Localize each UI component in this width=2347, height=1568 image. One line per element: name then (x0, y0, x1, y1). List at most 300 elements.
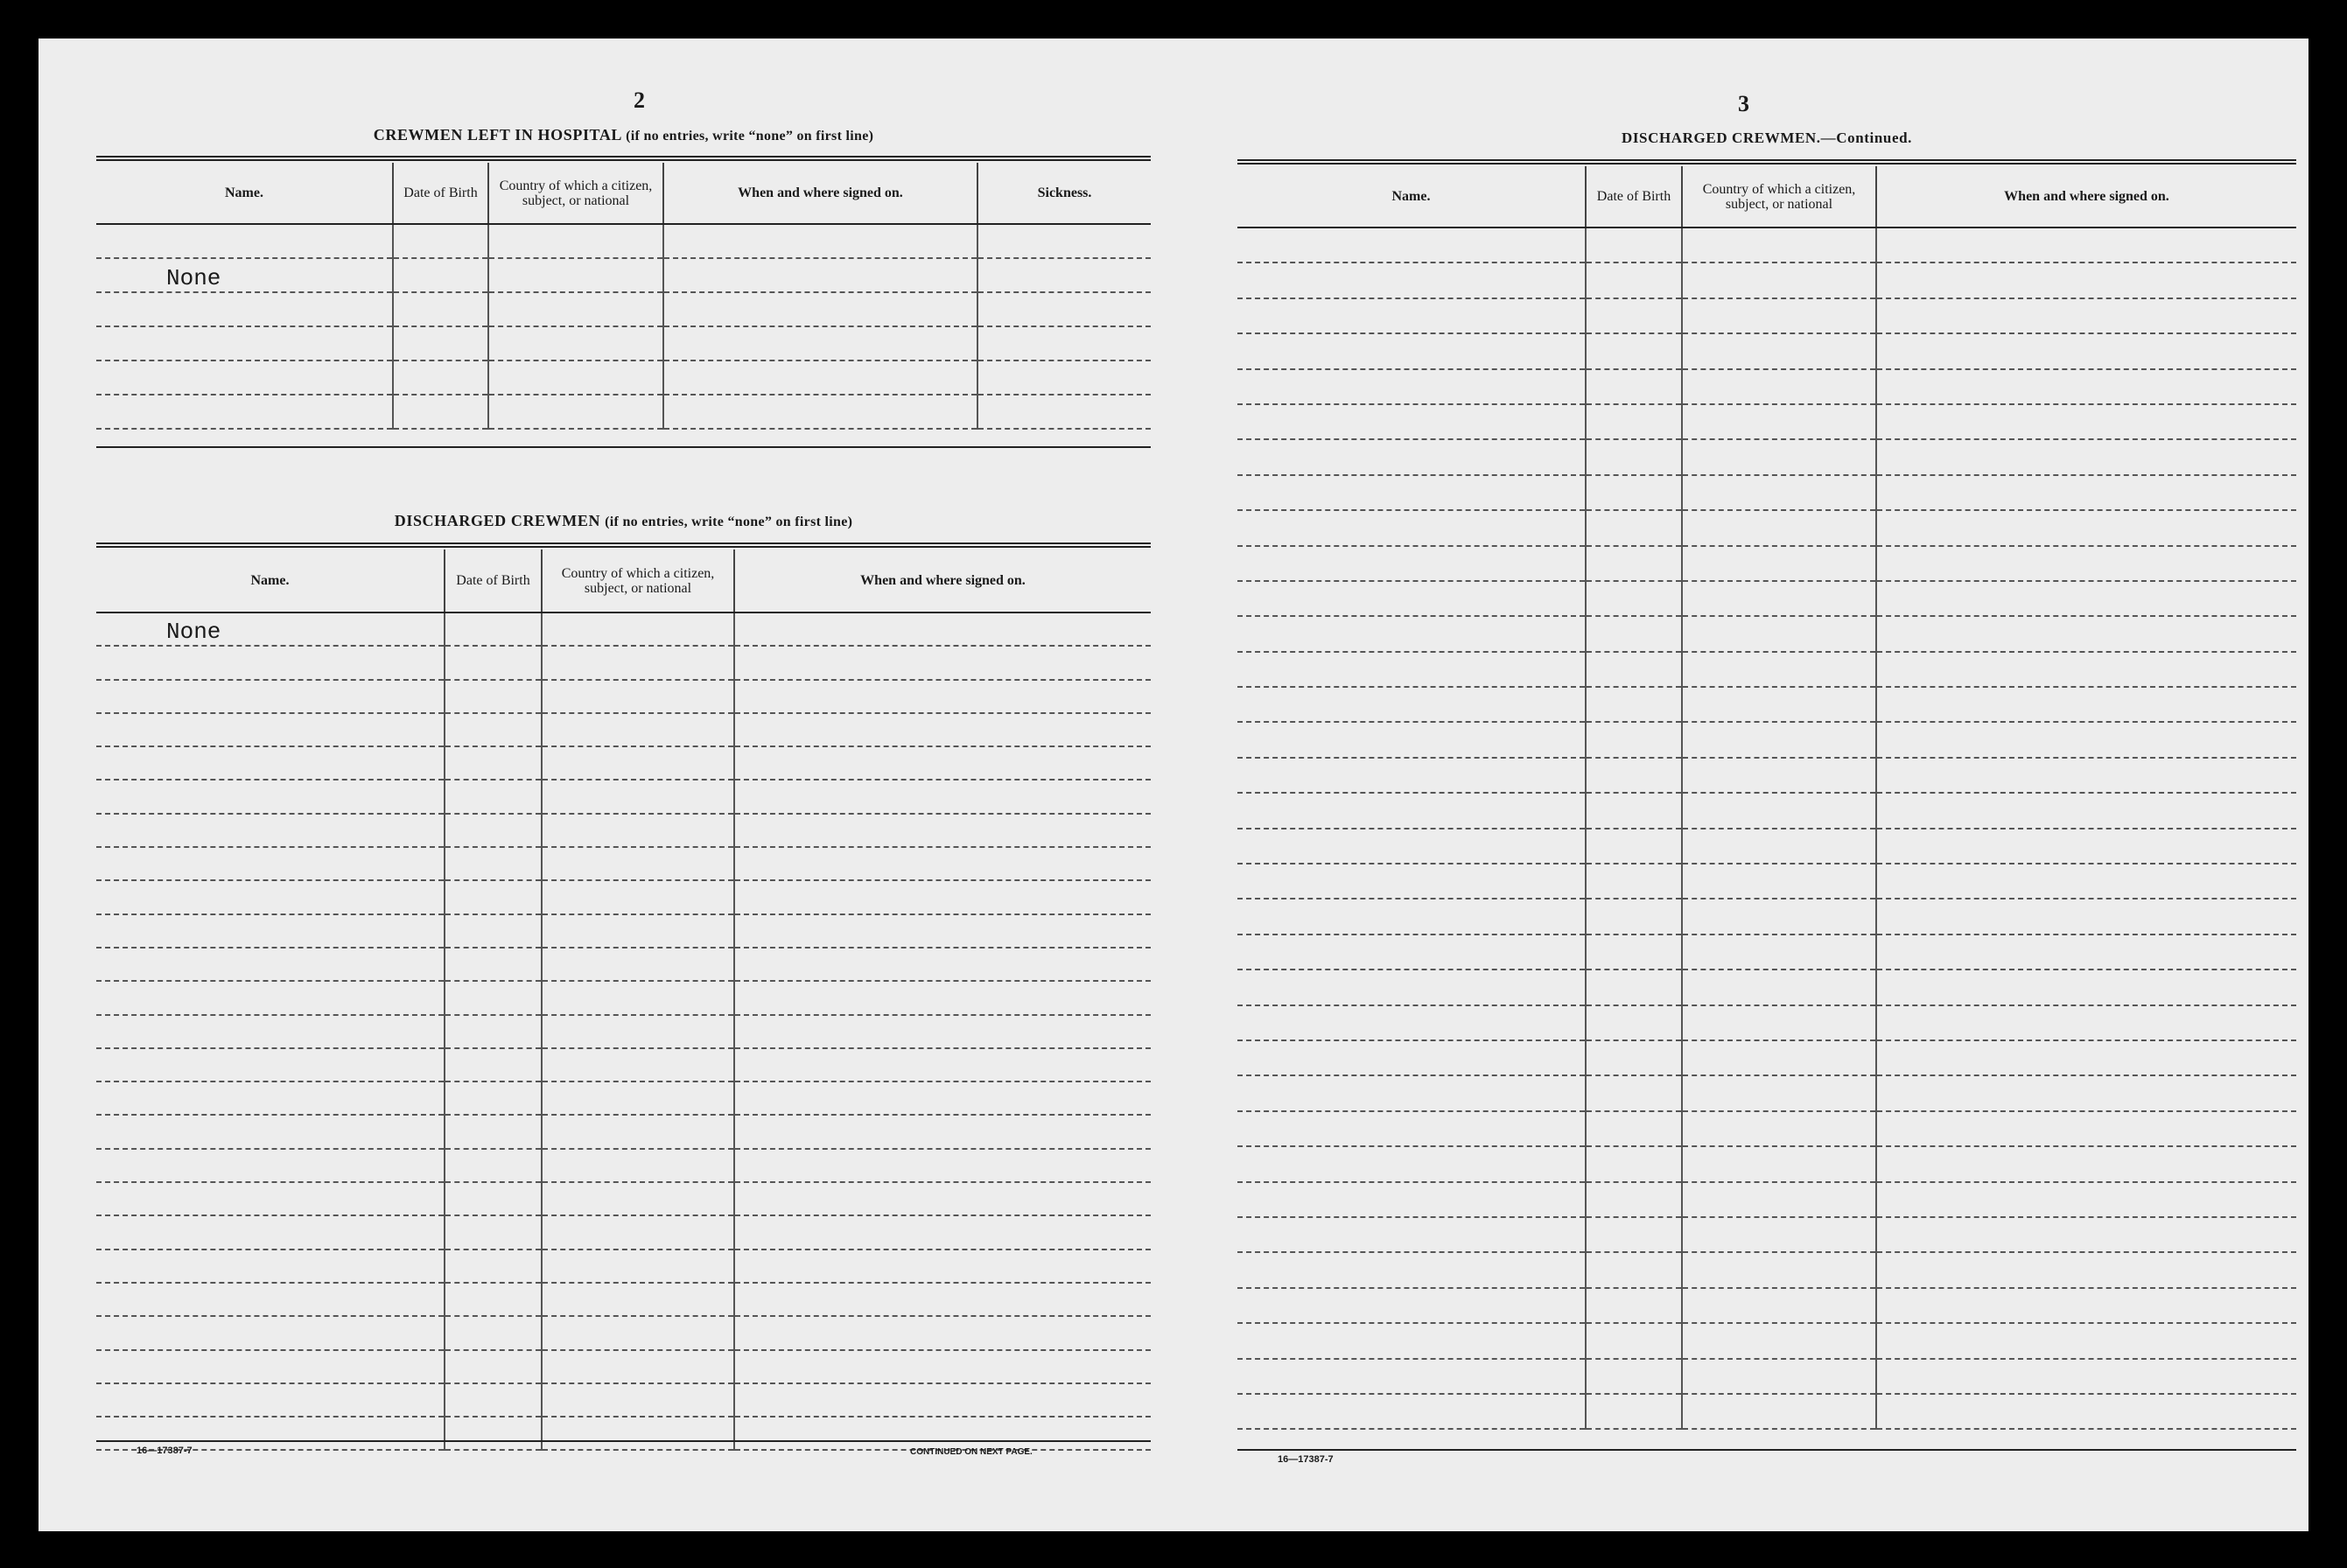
blank-cell (663, 258, 977, 292)
blank-cell (1682, 262, 1876, 298)
blank-cell (393, 292, 488, 326)
blank-cell (1682, 439, 1876, 474)
blank-cell (1586, 546, 1682, 581)
blank-cell (96, 326, 393, 360)
blank-cell (542, 1082, 734, 1115)
table-row (1237, 1394, 2296, 1429)
blank-cell (977, 360, 1151, 395)
table-row (96, 1316, 1151, 1349)
col-date-of-birth: Date of Birth (445, 550, 542, 612)
blank-cell (542, 680, 734, 713)
blank-cell (1876, 864, 2296, 899)
table-row (1237, 687, 2296, 722)
blank-cell (1237, 1146, 1586, 1181)
blank-cell (1237, 546, 1586, 581)
page-number: 2 (634, 88, 645, 113)
blank-cell (445, 1015, 542, 1048)
blank-cell (96, 880, 445, 914)
table-row (1237, 1252, 2296, 1287)
blank-cell (1876, 298, 2296, 333)
table-row (96, 326, 1151, 360)
table-row (96, 680, 1151, 713)
blank-cell (734, 1383, 1151, 1417)
table-row (96, 1215, 1151, 1249)
blank-cell (542, 1149, 734, 1182)
blank-cell (1876, 652, 2296, 687)
blank-cell (1876, 1217, 2296, 1252)
blank-cell (734, 1283, 1151, 1316)
blank-cell (96, 814, 445, 847)
blank-cell (663, 395, 977, 429)
blank-cell (96, 948, 445, 981)
blank-cell (542, 1383, 734, 1417)
blank-cell (1586, 333, 1682, 368)
blank-cell (96, 1082, 445, 1115)
blank-cell (96, 680, 445, 713)
blank-cell (1586, 970, 1682, 1004)
hospital-header-rule (96, 156, 1151, 161)
blank-cell (1682, 228, 1876, 262)
table-row (1237, 475, 2296, 510)
blank-cell (1876, 439, 2296, 474)
blank-cell (445, 1149, 542, 1182)
blank-cell (1237, 1111, 1586, 1146)
blank-cell (1237, 793, 1586, 828)
blank-cell (1237, 1252, 1586, 1287)
blank-cell (734, 713, 1151, 746)
blank-cell (734, 1215, 1151, 1249)
blank-cell (1237, 262, 1586, 298)
left-page (96, 38, 1151, 1531)
blank-cell (1586, 262, 1682, 298)
blank-cell (1876, 934, 2296, 970)
blank-cell (1876, 1359, 2296, 1394)
blank-cell (1876, 1040, 2296, 1075)
blank-cell (1682, 758, 1876, 793)
table-row (1237, 1146, 2296, 1181)
blank-cell (1876, 1075, 2296, 1110)
blank-cell (734, 780, 1151, 813)
blank-cell (1876, 369, 2296, 404)
blank-cell (1586, 616, 1682, 651)
blank-cell (1586, 1005, 1682, 1040)
table-row (96, 1250, 1151, 1283)
blank-cell (96, 847, 445, 880)
table-row (96, 746, 1151, 780)
blank-cell (977, 326, 1151, 360)
blank-cell (1237, 228, 1586, 262)
blank-cell (1586, 1182, 1682, 1217)
blank-cell (1876, 581, 2296, 616)
blank-cell (542, 1048, 734, 1082)
table-row (96, 292, 1151, 326)
blank-cell (1876, 1146, 2296, 1181)
blank-cell (1682, 298, 1876, 333)
right-header-rule (1237, 159, 2296, 164)
blank-cell (1237, 829, 1586, 864)
blank-cell (1586, 899, 1682, 934)
blank-cell (542, 746, 734, 780)
blank-cell (1237, 581, 1586, 616)
blank-cell (734, 1149, 1151, 1182)
blank-cell (1586, 934, 1682, 970)
blank-cell (1237, 934, 1586, 970)
blank-cell (1237, 475, 1586, 510)
blank-cell (1682, 475, 1876, 510)
table-row (96, 1283, 1151, 1316)
blank-cell (1586, 439, 1682, 474)
blank-cell (734, 880, 1151, 914)
blank-cell (1586, 864, 1682, 899)
blank-cell (1682, 1288, 1876, 1323)
blank-cell (1682, 1359, 1876, 1394)
blank-cell (542, 1316, 734, 1349)
discharged-title-text: DISCHARGED CREWMEN (394, 512, 601, 529)
blank-cell (1586, 758, 1682, 793)
col-country: Country of which a citizen, subject, or national (488, 163, 663, 224)
table-row (1237, 1359, 2296, 1394)
blank-cell (1586, 793, 1682, 828)
blank-cell (542, 914, 734, 948)
blank-cell (1682, 722, 1876, 757)
blank-cell (445, 780, 542, 813)
blank-cell (445, 746, 542, 780)
blank-cell (1876, 687, 2296, 722)
blank-cell (1682, 1111, 1876, 1146)
blank-cell (663, 360, 977, 395)
blank-cell (1682, 546, 1876, 581)
table-row (1237, 1217, 2296, 1252)
blank-cell (445, 1383, 542, 1417)
blank-cell (96, 360, 393, 395)
blank-cell (977, 292, 1151, 326)
blank-cell (1682, 1394, 1876, 1429)
blank-cell (734, 1082, 1151, 1115)
blank-cell (488, 224, 663, 258)
col-country: Country of which a citizen, subject, or national (1682, 166, 1876, 228)
blank-cell (1876, 404, 2296, 439)
blank-cell (734, 1015, 1151, 1048)
blank-cell (1237, 899, 1586, 934)
blank-cell (96, 981, 445, 1014)
document-sheet (39, 38, 2308, 1531)
discharged-bottom-rule (96, 1440, 1151, 1442)
blank-cell (96, 1250, 445, 1283)
table-row (96, 1115, 1151, 1148)
blank-cell (1682, 829, 1876, 864)
table-row (1237, 864, 2296, 899)
blank-cell (1586, 1288, 1682, 1323)
blank-cell (96, 1283, 445, 1316)
blank-cell (734, 746, 1151, 780)
blank-cell (1682, 616, 1876, 651)
hospital-title-text: CREWMEN LEFT IN HOSPITAL (373, 126, 622, 144)
blank-cell (1586, 1323, 1682, 1358)
blank-cell (734, 814, 1151, 847)
table-row (96, 847, 1151, 880)
table-row (1237, 970, 2296, 1004)
blank-cell (734, 1316, 1151, 1349)
table-row (96, 948, 1151, 981)
table-row (1237, 1288, 2296, 1323)
discharged-header-rule (96, 542, 1151, 548)
blank-cell (1586, 1217, 1682, 1252)
blank-cell (445, 1350, 542, 1383)
col-name: Name. (96, 550, 445, 612)
form-number: 16—17387-7 (1278, 1454, 1334, 1465)
table-row (96, 395, 1151, 429)
blank-cell (445, 1250, 542, 1283)
blank-cell (445, 1115, 542, 1148)
blank-cell (1586, 404, 1682, 439)
blank-cell (1586, 687, 1682, 722)
blank-cell (1682, 687, 1876, 722)
blank-cell (1876, 333, 2296, 368)
blank-cell (488, 360, 663, 395)
blank-cell (445, 847, 542, 880)
table-row (1237, 722, 2296, 757)
table-row (1237, 1111, 2296, 1146)
col-signed-on: When and where signed on. (1876, 166, 2296, 228)
table-row (96, 1383, 1151, 1417)
blank-cell (445, 1283, 542, 1316)
blank-cell (734, 1048, 1151, 1082)
blank-cell (1876, 510, 2296, 545)
table-row (1237, 758, 2296, 793)
blank-cell (1237, 1288, 1586, 1323)
blank-cell (1237, 1040, 1586, 1075)
blank-cell (1237, 616, 1586, 651)
blank-cell (1876, 758, 2296, 793)
blank-cell (1876, 1288, 2296, 1323)
blank-cell (393, 258, 488, 292)
discharged-continued-table (1237, 166, 2296, 1430)
table-row (96, 1082, 1151, 1115)
table-row (96, 646, 1151, 679)
blank-cell (96, 1383, 445, 1417)
blank-cell (734, 948, 1151, 981)
blank-cell (542, 1215, 734, 1249)
hospital-bottom-rule (96, 446, 1151, 448)
blank-cell (1682, 1182, 1876, 1217)
blank-cell (542, 1350, 734, 1383)
blank-cell (1237, 333, 1586, 368)
blank-cell (1586, 1040, 1682, 1075)
blank-cell (542, 1182, 734, 1215)
blank-cell (445, 1048, 542, 1082)
blank-cell (96, 1215, 445, 1249)
blank-cell (1237, 970, 1586, 1004)
blank-cell (1237, 1182, 1586, 1217)
blank-cell (445, 1082, 542, 1115)
table-row (1237, 404, 2296, 439)
table-row (96, 1350, 1151, 1383)
blank-cell (1237, 439, 1586, 474)
blank-cell (445, 713, 542, 746)
blank-cell (1876, 970, 2296, 1004)
blank-cell (1237, 369, 1586, 404)
blank-cell (445, 646, 542, 679)
col-name: Name. (96, 163, 393, 224)
col-date-of-birth: Date of Birth (393, 163, 488, 224)
blank-cell (1876, 829, 2296, 864)
blank-cell (734, 680, 1151, 713)
blank-cell (445, 680, 542, 713)
blank-cell (96, 224, 393, 258)
table-row (96, 1015, 1151, 1048)
blank-cell (1876, 1005, 2296, 1040)
blank-cell (1682, 934, 1876, 970)
blank-cell (542, 847, 734, 880)
blank-cell (1876, 899, 2296, 934)
blank-cell (393, 224, 488, 258)
blank-cell (1237, 652, 1586, 687)
table-row (1237, 793, 2296, 828)
blank-cell (1682, 510, 1876, 545)
blank-cell (393, 326, 488, 360)
blank-cell (445, 612, 542, 646)
blank-cell (488, 292, 663, 326)
table-row (96, 981, 1151, 1014)
blank-cell (734, 1417, 1151, 1450)
blank-cell (1876, 793, 2296, 828)
continued-note: CONTINUED ON NEXT PAGE. (910, 1447, 1033, 1457)
blank-cell (96, 746, 445, 780)
blank-cell (1586, 829, 1682, 864)
table-row (1237, 369, 2296, 404)
blank-cell (393, 360, 488, 395)
table-row (96, 713, 1151, 746)
table-row (96, 258, 1151, 292)
blank-cell (445, 981, 542, 1014)
form-number: 16—17387-7 (137, 1446, 193, 1456)
blank-cell (96, 1149, 445, 1182)
blank-cell (96, 1182, 445, 1215)
col-date-of-birth: Date of Birth (1586, 166, 1682, 228)
blank-cell (1876, 475, 2296, 510)
col-signed-on: When and where signed on. (663, 163, 977, 224)
blank-cell (542, 880, 734, 914)
col-signed-on: When and where signed on. (734, 550, 1151, 612)
blank-cell (1682, 899, 1876, 934)
table-row (96, 1182, 1151, 1215)
table-row (96, 780, 1151, 813)
blank-cell (445, 880, 542, 914)
blank-cell (1237, 510, 1586, 545)
blank-cell (1237, 1359, 1586, 1394)
blank-cell (1876, 262, 2296, 298)
table-row (1237, 652, 2296, 687)
blank-cell (1876, 1182, 2296, 1217)
blank-cell (977, 224, 1151, 258)
table-row (96, 1149, 1151, 1182)
table-row (96, 1048, 1151, 1082)
table-row (96, 814, 1151, 847)
blank-cell (542, 780, 734, 813)
blank-cell (1682, 333, 1876, 368)
table-row (1237, 1323, 2296, 1358)
blank-cell (542, 612, 734, 646)
table-row (1237, 1040, 2296, 1075)
blank-cell (1876, 616, 2296, 651)
blank-cell (96, 914, 445, 948)
blank-cell (542, 948, 734, 981)
blank-cell (1237, 1005, 1586, 1040)
discharged-section-title (96, 512, 1151, 530)
table-row (1237, 1005, 2296, 1040)
discharged-table (96, 550, 1151, 1451)
blank-cell (1586, 369, 1682, 404)
blank-cell (977, 258, 1151, 292)
table-row (1237, 333, 2296, 368)
blank-cell (1682, 404, 1876, 439)
blank-cell (734, 612, 1151, 646)
blank-cell (1586, 228, 1682, 262)
blank-cell (1876, 1111, 2296, 1146)
blank-cell (445, 1182, 542, 1215)
table-row (1237, 439, 2296, 474)
blank-cell (1586, 1075, 1682, 1110)
blank-cell (1586, 298, 1682, 333)
table-row (1237, 262, 2296, 298)
blank-cell (1237, 687, 1586, 722)
blank-cell (1682, 652, 1876, 687)
blank-cell (1237, 1217, 1586, 1252)
blank-cell (1586, 652, 1682, 687)
name-entry: None (96, 612, 445, 646)
blank-cell (734, 1250, 1151, 1283)
blank-cell (96, 1350, 445, 1383)
hospital-section-title (96, 126, 1151, 144)
blank-cell (445, 1417, 542, 1450)
blank-cell (1876, 722, 2296, 757)
blank-cell (1237, 722, 1586, 757)
blank-cell (96, 292, 393, 326)
blank-cell (96, 1015, 445, 1048)
discharged-title-note: (if no entries, write “none” on first line) (605, 514, 853, 529)
blank-cell (977, 395, 1151, 429)
blank-cell (1237, 864, 1586, 899)
blank-cell (96, 395, 393, 429)
blank-cell (1586, 1146, 1682, 1181)
blank-cell (1876, 228, 2296, 262)
blank-cell (1682, 1146, 1876, 1181)
table-row (1237, 616, 2296, 651)
blank-cell (1237, 1394, 1586, 1429)
blank-cell (1586, 1111, 1682, 1146)
blank-cell (1682, 1217, 1876, 1252)
blank-cell (542, 981, 734, 1014)
blank-cell (542, 1283, 734, 1316)
blank-cell (488, 395, 663, 429)
blank-cell (1682, 1075, 1876, 1110)
blank-cell (96, 1048, 445, 1082)
blank-cell (1586, 1394, 1682, 1429)
table-row (1237, 581, 2296, 616)
blank-cell (96, 646, 445, 679)
table-row (1237, 298, 2296, 333)
col-sickness: Sickness. (977, 163, 1151, 224)
blank-cell (1237, 1323, 1586, 1358)
blank-cell (734, 1182, 1151, 1215)
blank-cell (542, 1250, 734, 1283)
blank-cell (1237, 1075, 1586, 1110)
blank-cell (1586, 1252, 1682, 1287)
table-row (1237, 1182, 2296, 1217)
right-page (1237, 38, 2296, 1531)
blank-cell (734, 981, 1151, 1014)
blank-cell (445, 814, 542, 847)
